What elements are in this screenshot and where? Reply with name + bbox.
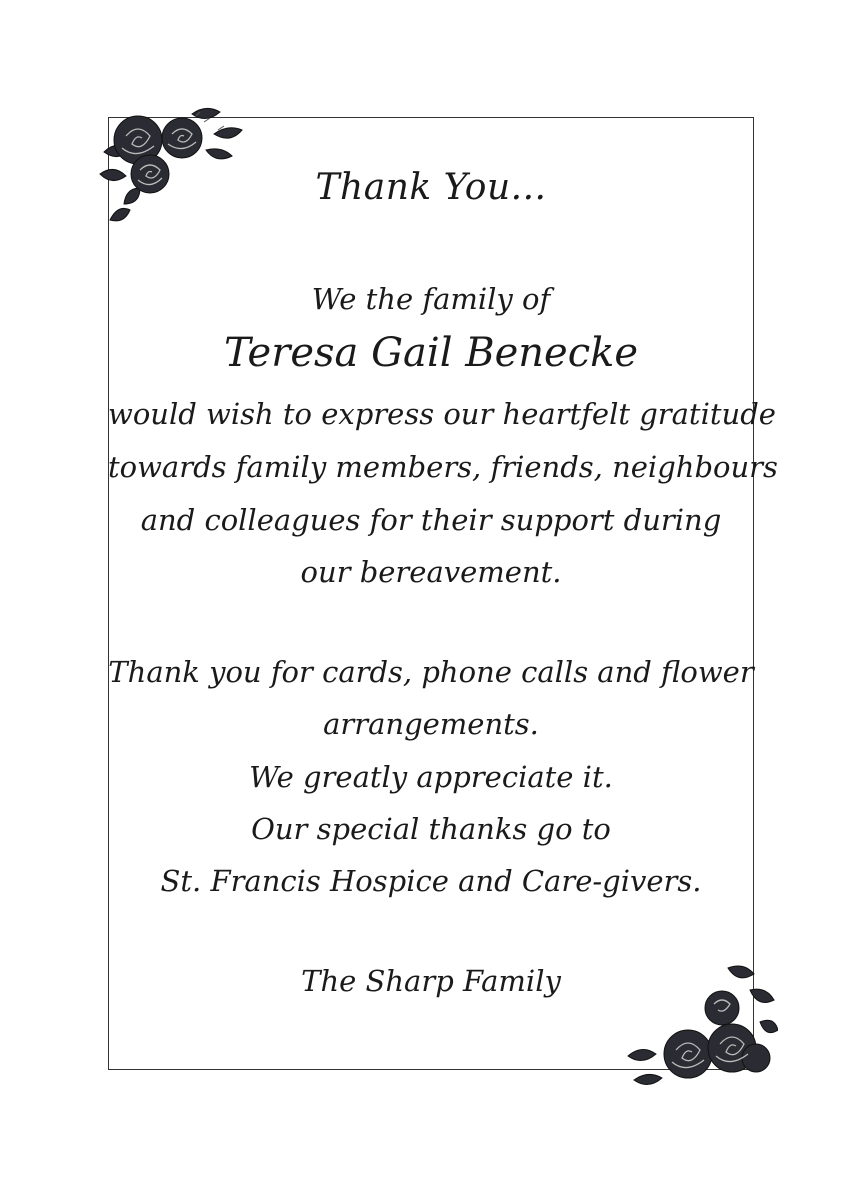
gratitude-line: towards family members, friends, neighbours (108, 450, 778, 484)
thanks-line: Our special thanks go to (251, 812, 611, 846)
card-heading: Thank You... (315, 167, 547, 208)
thanks-line: We greatly appreciate it. (249, 760, 613, 794)
thanks-line: St. Francis Hospice and Care-givers. (160, 864, 702, 898)
card-border (108, 117, 778, 1070)
gratitude-line: our bereavement. (300, 555, 562, 589)
thanks-line: Thank you for cards, phone calls and flower (108, 655, 754, 689)
intro-line: We the family of (311, 282, 551, 316)
deceased-name: Teresa Gail Benecke (223, 330, 639, 376)
signature: The Sharp Family (301, 964, 561, 998)
thanks-line: arrangements. (323, 707, 539, 741)
gratitude-line: and colleagues for their support during (140, 503, 722, 537)
gratitude-line: would wish to express our heartfelt gratitude (108, 397, 776, 431)
